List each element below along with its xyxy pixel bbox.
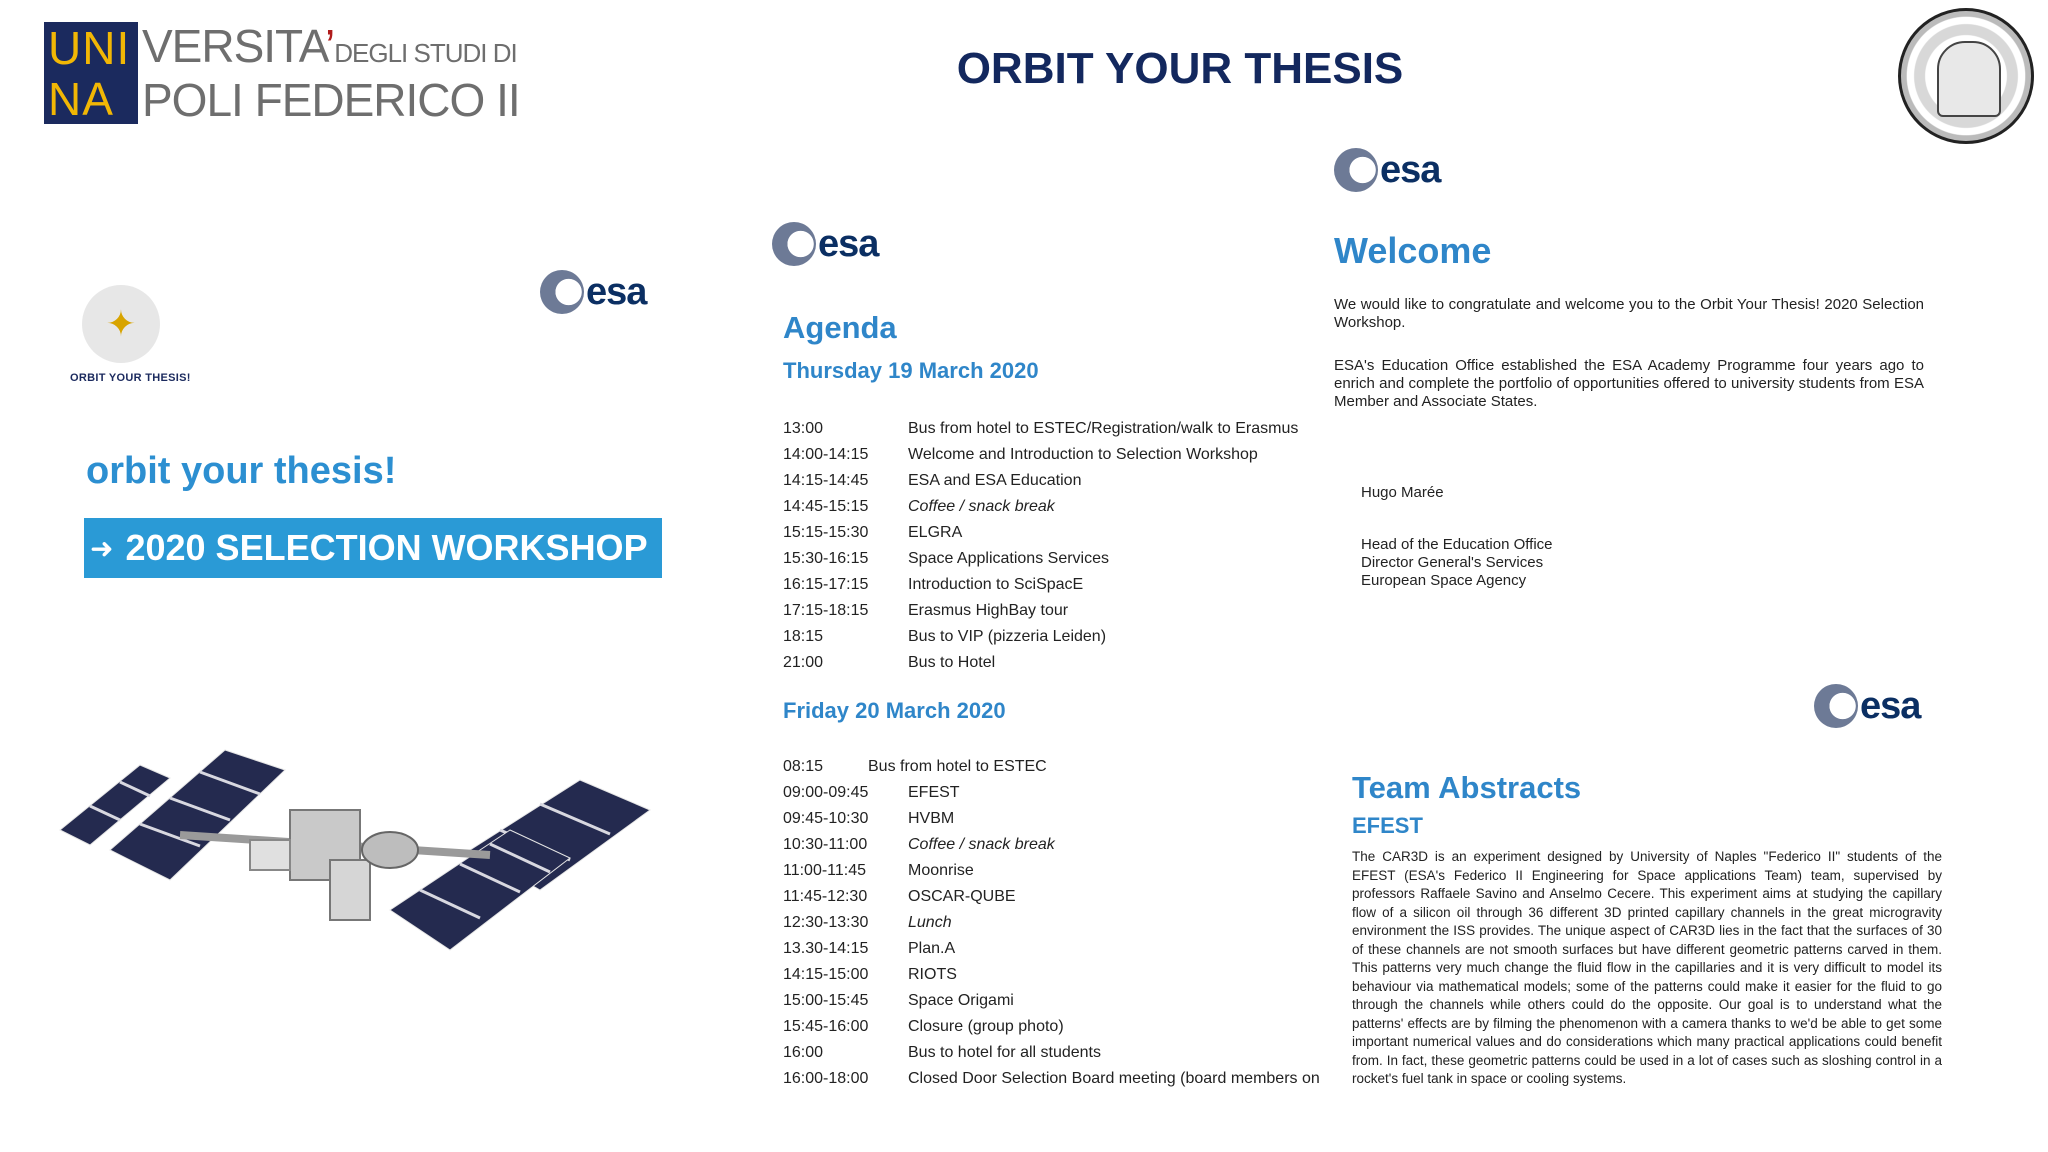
seal-figure [1937, 41, 2001, 117]
agenda-row: 16:00 Bus to hotel for all students [783, 1044, 1101, 1061]
esa-logo-text: esa [586, 270, 647, 313]
agenda-row: 14:15-15:00 RIOTS [783, 966, 957, 983]
agenda-row: 11:45-12:30 OSCAR-QUBE [783, 888, 1016, 905]
agenda-row: 10:30-11:00 Coffee / snack break [783, 836, 1055, 853]
agenda-row: 14:00-14:15 Welcome and Introduction to Selection Workshop [783, 446, 1258, 463]
welcome-signature-block [1361, 536, 1553, 590]
university-logo-text [138, 19, 520, 127]
esa-logo-welcome [1334, 148, 1440, 192]
agenda-row: 17:15-18:15 Erasmus HighBay tour [783, 602, 1069, 619]
left-panel-heading: orbit your thesis! [86, 450, 397, 492]
logo-uni: UNI [48, 21, 131, 74]
esa-logo [540, 270, 646, 314]
agenda-row: 09:45-10:30 HVBM [783, 810, 955, 827]
welcome-paragraph-2: ESA's Education Office established the ESA Academy Programme four years ago to enrich and complete the portfolio of opportunities offered to university students from ESA Member and Associate States. [1334, 357, 1924, 410]
logo-versita: VERSITA [142, 19, 325, 72]
iss-illustration [50, 740, 660, 980]
welcome-paragraph-1: We would like to congratulate and welcome you to the Orbit Your Thesis! 2020 Selection Workshop. [1334, 296, 1924, 331]
agenda-day1-list [783, 416, 1298, 676]
esa-logo-mark-icon [540, 270, 584, 314]
agenda-row: 14:15-14:45 ESA and ESA Education [783, 472, 1082, 489]
agenda-row: 15:30-16:15 Space Applications Services [783, 550, 1109, 567]
agenda-row: 13.30-14:15 Plan.A [783, 940, 956, 957]
agenda-row: 16:15-17:15 Introduction to SciSpacE [783, 576, 1084, 593]
agenda-row: 08:15 Bus from hotel to ESTEC [783, 758, 1047, 775]
page-title: ORBIT YOUR THESIS [956, 44, 1404, 93]
selection-workshop-banner [84, 518, 662, 578]
agenda-row: 15:15-15:30 ELGRA [783, 524, 963, 541]
agenda-row: 12:30-13:30 Lunch [783, 914, 952, 931]
badge-caption: ORBIT YOUR THESIS! [70, 372, 191, 384]
signature-line-1: Head of the Education Office [1361, 536, 1553, 553]
esa-logo-text: esa [1380, 148, 1441, 191]
esa-logo-mark-icon [1814, 684, 1858, 728]
university-logo [44, 19, 520, 127]
agenda-day2-list [783, 754, 1320, 1092]
university-logo-block [44, 22, 138, 124]
welcome-title: Welcome [1334, 230, 1492, 271]
agenda-day1-label: Thursday 19 March 2020 [783, 358, 1039, 383]
agenda-row: 13:00 Bus from hotel to ESTEC/Registration/walk to Erasmus [783, 420, 1299, 437]
agenda-title: Agenda [783, 310, 897, 345]
agenda-row: 14:45-15:15 Coffee / snack break [783, 498, 1055, 515]
agenda-row: 11:00-11:45 Moonrise [783, 862, 974, 879]
agenda-row: 09:00-09:45 EFEST [783, 784, 960, 801]
logo-poli-federico: POLI FEDERICO II [142, 74, 520, 127]
agenda-row: 21:00 Bus to Hotel [783, 654, 996, 671]
esa-logo-agenda [772, 222, 878, 266]
team-abstracts-title: Team Abstracts [1352, 770, 1582, 805]
solar-array-right [390, 780, 650, 950]
team-abstracts-subtitle: EFEST [1352, 813, 1423, 838]
agenda-row: 18:15 Bus to VIP (pizzeria Leiden) [783, 628, 1107, 645]
university-seal-icon [1898, 8, 2034, 144]
logo-degli-studi: DEGLI STUDI DI [334, 37, 517, 68]
logo-na: NA [48, 72, 114, 125]
agenda-row: 16:00-18:00 Closed Door Selection Board meeting (board members on [783, 1070, 1320, 1087]
agenda-day2-label: Friday 20 March 2020 [783, 698, 1006, 723]
banner-text: 2020 SELECTION WORKSHOP [125, 527, 648, 568]
esa-logo-mark-icon [772, 222, 816, 266]
arrow-right-icon: ➜ [90, 532, 114, 564]
esa-logo-mark-icon [1334, 148, 1378, 192]
agenda-row: 15:45-16:00 Closure (group photo) [783, 1018, 1064, 1035]
orbit-your-thesis-badge-icon: ✦ [82, 285, 160, 363]
esa-logo-team [1814, 684, 1920, 728]
signature-line-3: European Space Agency [1361, 572, 1527, 589]
esa-logo-text: esa [1860, 684, 1921, 727]
team-abstract-text: The CAR3D is an experiment designed by University of Naples "Federico II" students of the EFEST (ESA's Federico II Engineering for Space applications Team) team, supervised by professors Raffaele Savino and Anselmo Cecere. This experiment aims at studying the capillary flow of a silicon oil through 36 different 3D printed capillary channels in the great microgravity environment the ISS provides. The unique aspect of CAR3D lies in the fact that the surfaces of 30 of these channels are not smooth surfaces but have different geometric patterns carved in them. This patterns very much change the fluid flow in the capillaries and it is very difficult to model its behaviour via mathematical models; some of the patterns could make it easier for the fluid to go through the channels while others could do the opposite. Our goal is to understand what the patterns' effects are by filming the phenomenon with a camera thanks to we'd be able to get some important numerical values and do considerations which many practical applications could benefit from. In fact, these geometric patterns could be used in a lot of cases such as sloshing control in a rocket's fuel tank in space or cooling systems. [1352, 849, 1942, 1086]
signature-line-2: Director General's Services [1361, 554, 1544, 571]
agenda-row: 15:00-15:45 Space Origami [783, 992, 1014, 1009]
logo-apostrophe: ’ [325, 19, 335, 72]
esa-logo-text: esa [818, 222, 879, 265]
welcome-signer: Hugo Marée [1361, 484, 1444, 501]
